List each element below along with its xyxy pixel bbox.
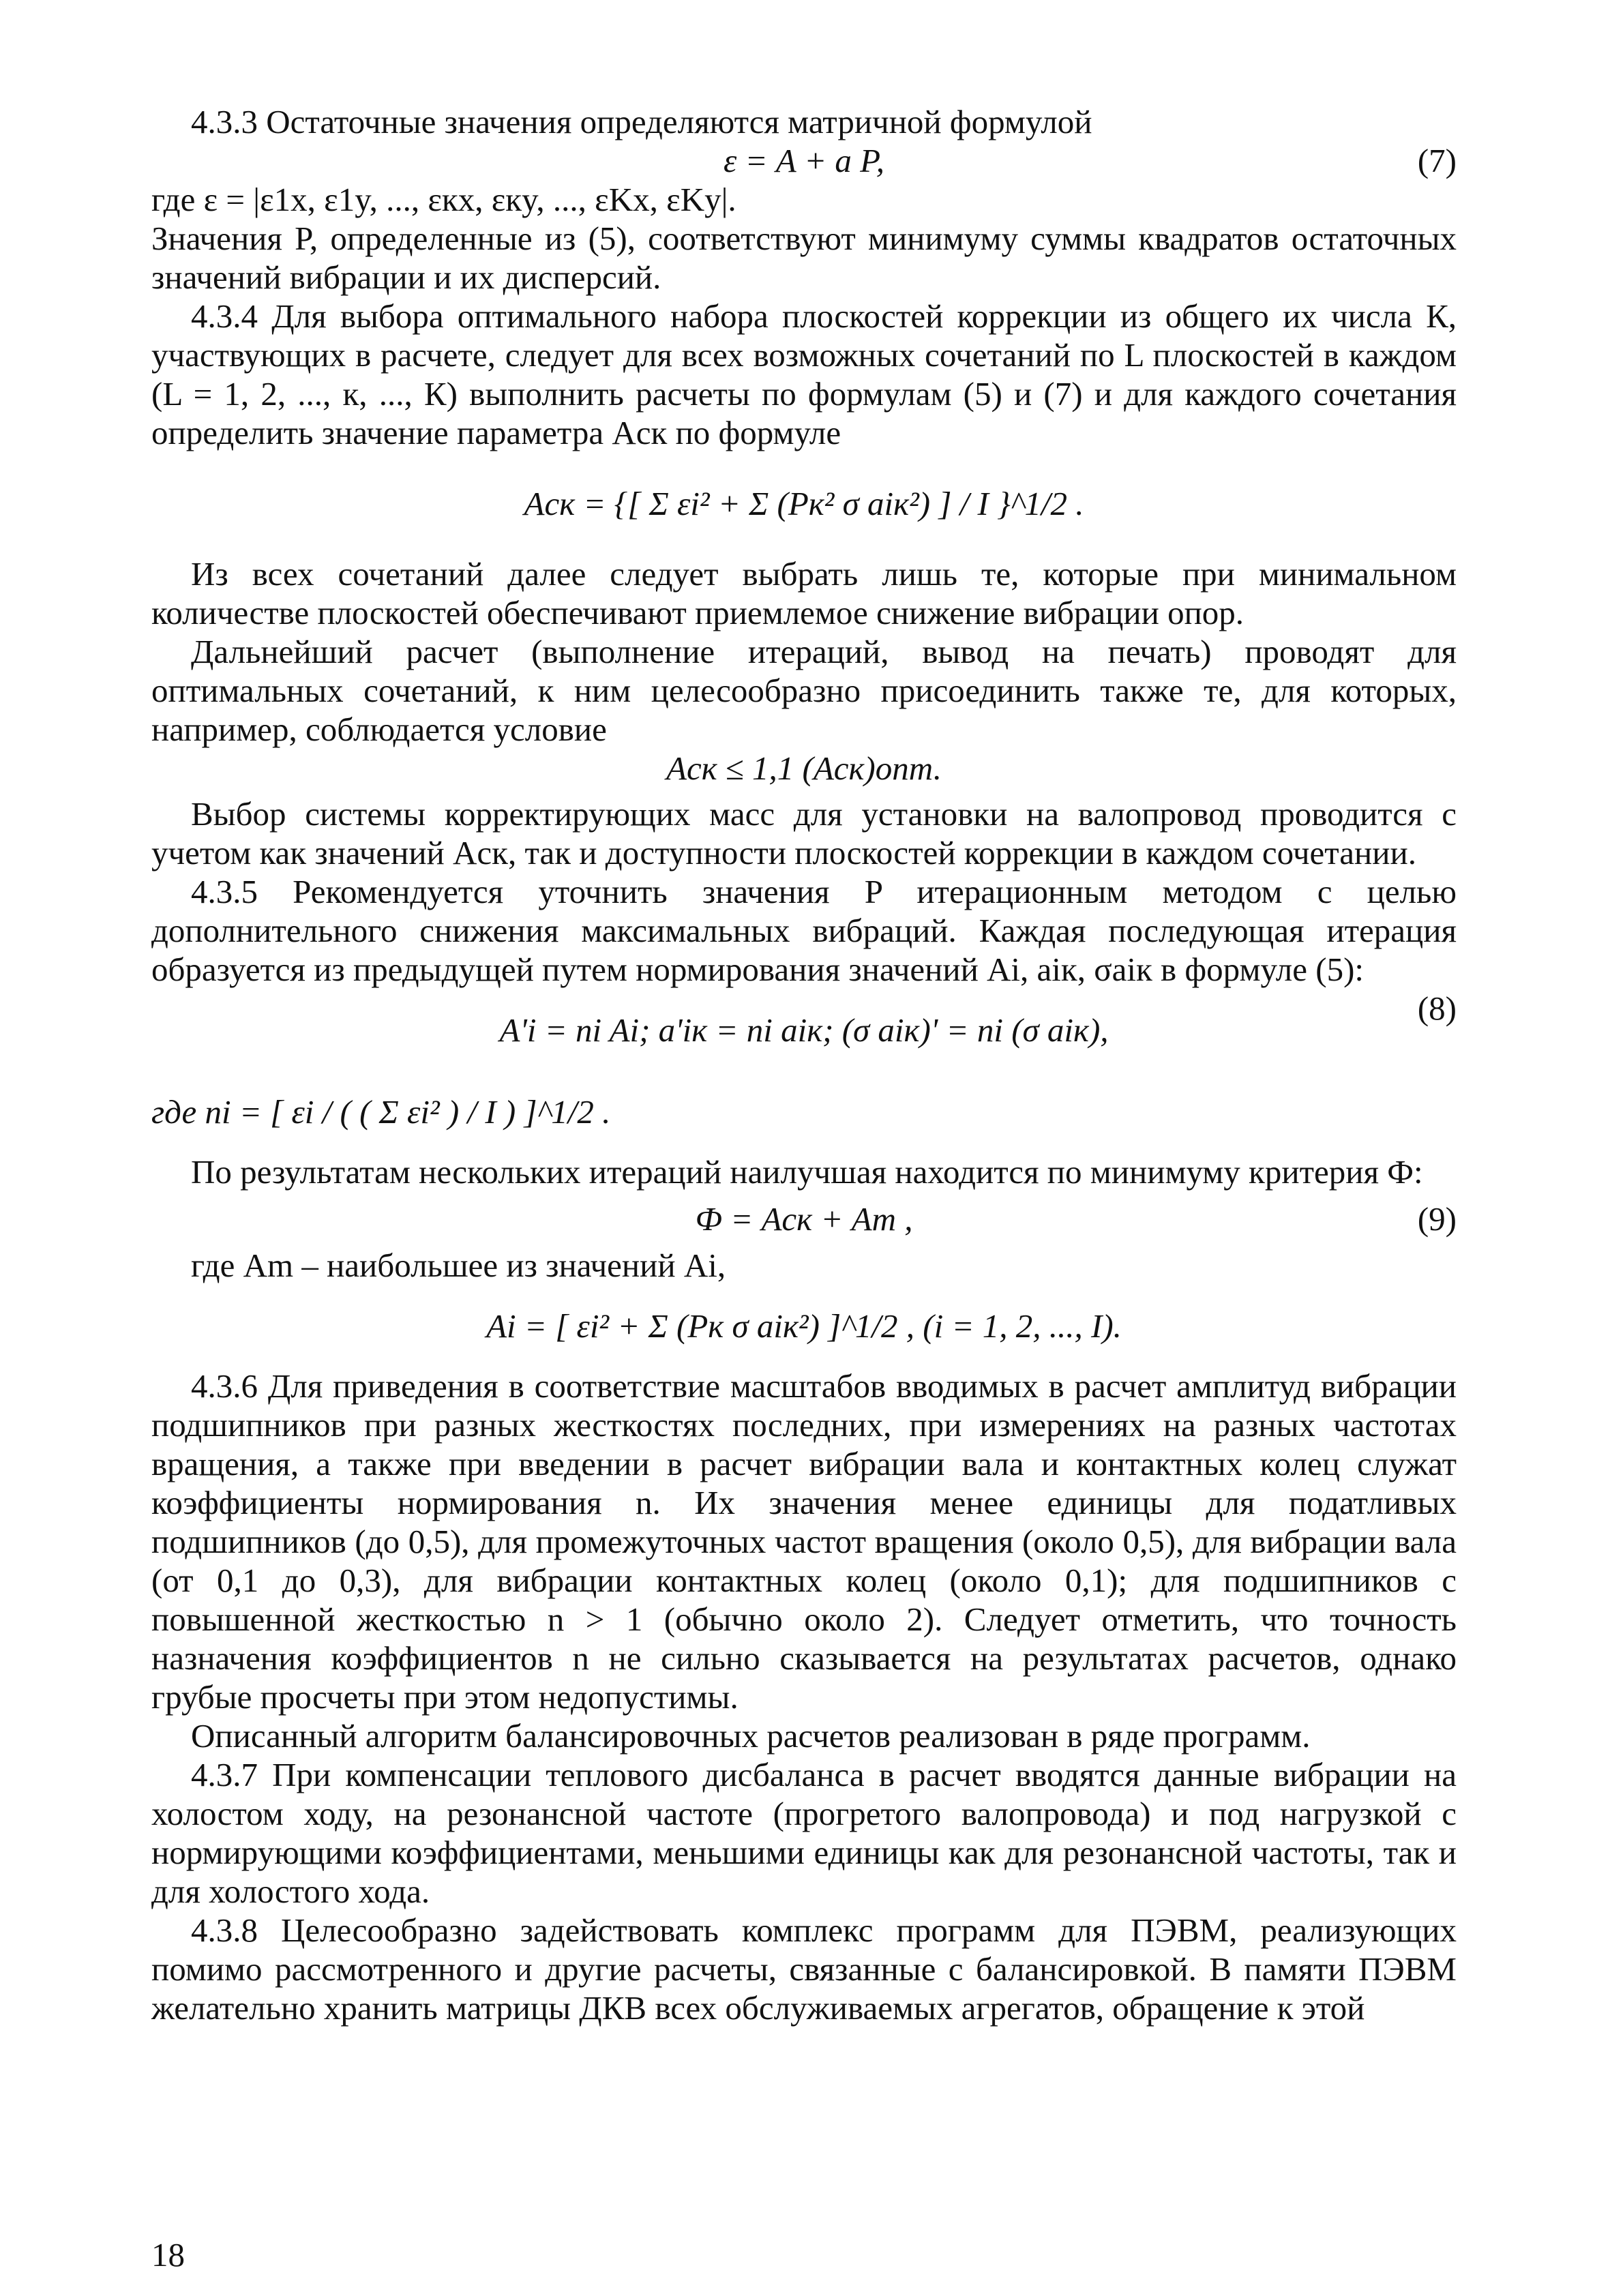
paragraph-4-3-4: 4.3.4 Для выбора оптимального набора плоскостей коррекции из общего их числа К, участвующих в расчете, следует для всех возможных сочетаний по L плоскостей в каждом (L = 1, 2, ..., к, ..., К) выполнить расчеты по формулам (5) и (7) и для каждого сочетания определить значение параметра Aск по формуле: [151, 297, 1457, 451]
paragraph-4-3-5: 4.3.5 Рекомендуется уточнить значения P итерационным методом с целью дополнительного снижения максимальных вибраций. Каждая последующая итерация образуется из предыдущей путем нормирования значений Ai, aiк, σaiк в формуле (5):: [151, 873, 1457, 988]
formula-8-expression: A'i = ni Ai; a'iк = ni aiк; (σ aiк)' = ni (σ aiк),: [499, 1011, 1109, 1049]
formula-ai-expression: Ai = [ εi² + Σ (Pк σ aiк²) ]^1/2 , (i = 1, 2, ..., I).: [486, 1307, 1122, 1345]
paragraph-4-3-7: 4.3.7 При компенсации теплового дисбаланса в расчет вводятся данные вибрации на холостом ходу, на резонансной частоте (прогретого валопровода) и под нагрузкой с нормирующими коэффициентами, меньшими единицы как для резонансной частоты, так и для холостого хода.: [151, 1756, 1457, 1910]
formula-8-number: (8): [1417, 989, 1457, 1027]
formula-condition: [151, 749, 1457, 788]
paragraph-4-3-3: 4.3.3 Остаточные значения определяются матричной формулой: [191, 103, 1092, 140]
formula-9-number: (9): [1417, 1200, 1457, 1238]
page-number: 18: [151, 2236, 185, 2273]
formula-ack: [151, 452, 1457, 554]
paragraph-select-combinations: Из всех сочетаний далее следует выбрать лишь те, которые при минимальном количестве плоскостей обеспечивают приемлемое снижение вибрации опор.: [151, 555, 1457, 631]
formula-condition-expression: Aск ≤ 1,1 (Aск)опт.: [666, 749, 942, 787]
paragraph-4-3-8: 4.3.8 Целесообразно задействовать комплекс программ для ПЭВМ, реализующих помимо рассмотренного и другие расчеты, связанные с балансировкой. В памяти ПЭВМ желательно хранить матрицы ДКВ всех обслуживаемых агрегатов, обращение к этой: [151, 1911, 1457, 2027]
paragraph-further-calculation: Дальнейший расчет (выполнение итераций, вывод на печать) проводят для оптимальных сочетаний, к ним целесообразно присоединить также те, для которых, например, соблюдается условие: [151, 633, 1457, 748]
formula-7-expression: ε = A + a P,: [723, 142, 885, 179]
paragraph-algorithm: Описанный алгоритм балансировочных расчетов реализован в ряде программ.: [191, 1717, 1311, 1755]
formula-ai: [151, 1285, 1457, 1367]
paragraph-4-3-6: 4.3.6 Для приведения в соответствие масштабов вводимых в расчет амплитуд вибрации подшипников при разных жесткостях последних, при измерениях на разных частотах вращения, а также при введении в расчет вибрации вала и контактных колец служат коэффициенты нормирования n. Их значения менее единицы для податливых подшипников (до 0,5), для промежуточных частот вращения (около 0,5), для вибрации вала (от 0,1 до 0,3), для вибрации контактных колец (около 0,1); для подшипников с повышенной жесткостью n > 1 (обычно около 2). Следует отметить, что точность назначения коэффициентов n не сильно сказывается на результатах расчетов, однако грубые просчеты при этом недопустимы.: [151, 1367, 1457, 1716]
formula-7-where: где ε = |ε1x, ε1y, ..., εкx, εкy, ..., εKx, εKy|.: [151, 181, 736, 218]
formula-9-expression: Ф = Aск + Am ,: [695, 1200, 913, 1238]
formula-8: [151, 989, 1457, 1071]
formula-7-number: (7): [1417, 142, 1457, 179]
formula-9: [151, 1191, 1457, 1246]
paragraph-mass-system: Выбор системы корректирующих масс для установки на валопровод проводится с учетом как значений Aск, так и доступности плоскостей коррекции в каждом сочетании.: [151, 795, 1457, 871]
formula-ack-expression: Aск = {[ Σ εi² + Σ (Pк² σ aiк²) ] / I }^1/2 .: [524, 484, 1084, 522]
page-body: [151, 102, 1457, 2027]
formula-8-where: где ni = [ εi / ( ( Σ εi² ) / I ) ]^1/2 .: [151, 1092, 611, 1131]
formula-7: [151, 141, 1457, 180]
paragraph-criterion: По результатам нескольких итераций наилучшая находится по минимуму критерия Ф:: [191, 1153, 1423, 1191]
paragraph-p-values: Значения P, определенные из (5), соответствуют минимуму суммы квадратов остаточных значений вибрации и их дисперсий.: [151, 220, 1457, 296]
formula-9-where: где Am – наибольшее из значений Ai,: [191, 1247, 726, 1284]
